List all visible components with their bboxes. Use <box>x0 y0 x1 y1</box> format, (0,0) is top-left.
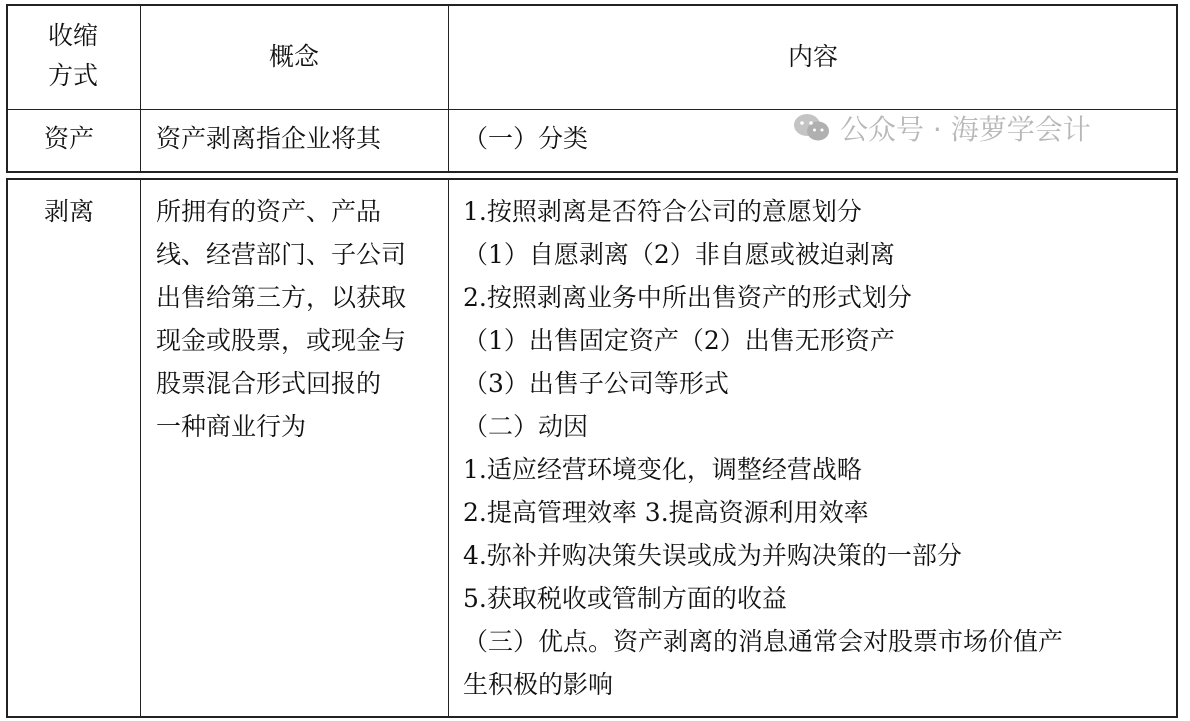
table-bottom-col-divider-1 <box>140 178 141 718</box>
row2-concept-line: 股票混合形式回报的 <box>156 369 382 398</box>
header-concept: 概念 <box>268 42 319 71</box>
row2-content-line: 2.提高管理效率 3.提高资源利用效率 <box>463 498 869 527</box>
row2-content-line: 生积极的影响 <box>463 670 614 699</box>
table-bottom-col-divider-2 <box>448 178 449 718</box>
header-method-line-2: 方式 <box>47 61 98 90</box>
table-top-col-divider-1 <box>140 4 141 173</box>
header-content: 内容 <box>787 42 838 71</box>
row1-method: 资产 <box>44 124 95 153</box>
row2-content-line: 5.获取税收或管制方面的收益 <box>463 584 787 613</box>
row2-method: 剥离 <box>44 197 95 226</box>
row1-concept: 资产剥离指企业将其 <box>156 124 382 153</box>
row2-content-line: 4.弥补并购决策失误或成为并购决策的一部分 <box>463 541 962 570</box>
row2-content-line: 1.按照剥离是否符合公司的意愿划分 <box>463 197 862 226</box>
row2-concept-line: 出售给第三方，以获取 <box>156 283 407 312</box>
row2-content-line: 1.适应经营环境变化，调整经营战略 <box>463 455 862 484</box>
watermark-text: 公众号 · 海萝学会计 <box>840 113 1091 146</box>
header-method-line-1: 收缩 <box>47 21 98 50</box>
row2-content-line: （二）动因 <box>463 412 589 441</box>
row2-content-line: （三）优点。资产剥离的消息通常会对股票市场价值产 <box>463 627 1064 656</box>
wechat-icon <box>792 112 832 144</box>
row2-content-line: （1）自愿剥离（2）非自愿或被迫剥离 <box>463 240 895 269</box>
row2-content-line: （3）出售子公司等形式 <box>463 369 729 398</box>
row2-concept-line: 现金或股票，或现金与 <box>156 326 407 355</box>
row2-concept-line: 一种商业行为 <box>156 412 307 441</box>
watermark <box>792 110 1091 146</box>
row1-content: （一）分类 <box>463 124 589 153</box>
row2-concept-line: 所拥有的资产、产品 <box>156 197 382 226</box>
row2-content-line: （1）出售固定资产（2）出售无形资产 <box>463 326 895 355</box>
table-top-col-divider-2 <box>448 4 449 173</box>
row2-concept-line: 线、经营部门、子公司 <box>156 240 407 269</box>
row2-content-line: 2.按照剥离业务中所出售资产的形式划分 <box>463 283 912 312</box>
